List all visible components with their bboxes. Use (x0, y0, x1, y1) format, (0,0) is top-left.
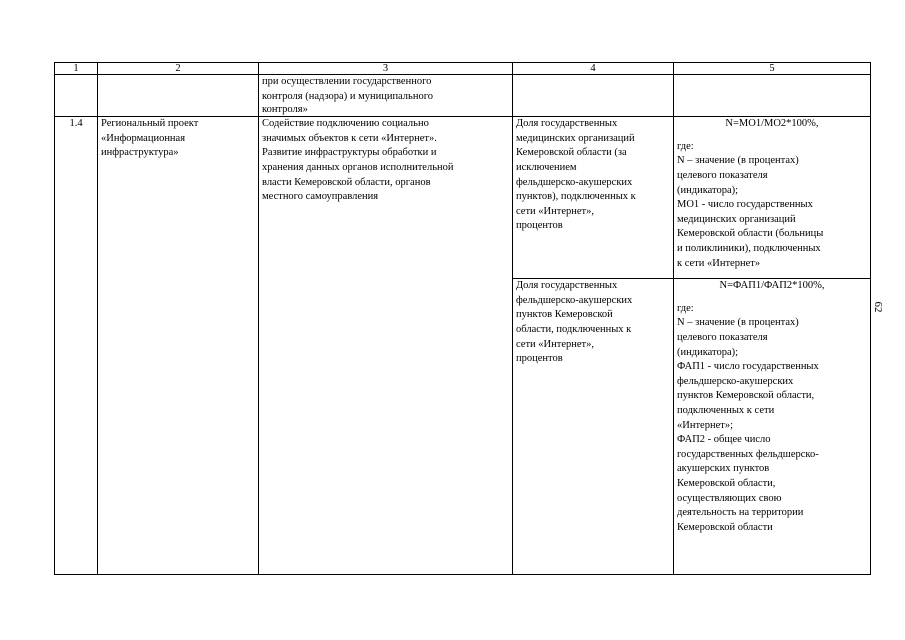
indicator-name-line: сети «Интернет», (516, 205, 594, 217)
indicator-name-line: пунктов), подключенных к (516, 191, 636, 203)
formula-line: и поликлиники), подключенных (677, 242, 821, 254)
indicator-name-line: медицинских организаций (516, 132, 635, 144)
indicator-name-line: Кемеровской области (за (516, 147, 627, 159)
formula-spacer (677, 132, 867, 140)
formula-line: к сети «Интернет» (677, 257, 761, 269)
formula-line: Кемеровской области, (677, 477, 776, 489)
tasks-cell (259, 117, 513, 575)
project-name-line: «Информационная (101, 132, 186, 144)
project-name-line: Региональный проект (101, 118, 199, 130)
continuation-line: контроля» (262, 104, 308, 116)
formula-line: МО1 - число государственных (677, 199, 813, 211)
formula-cell (674, 279, 871, 575)
indicator-name-line: процентов (516, 220, 563, 232)
formula-line: N – значение (в процентах) (677, 317, 799, 329)
formula-line: Кемеровской области (677, 521, 773, 533)
formula-line: «Интернет»; (677, 419, 733, 431)
row-number: 1.4 (55, 117, 98, 575)
formula-line: осуществляющих свою (677, 492, 782, 504)
formula-line: фельдшерско-акушерских (677, 375, 794, 387)
formula-line: N – значение (в процентах) (677, 155, 799, 167)
formula-line: деятельность на территории (677, 507, 804, 519)
indicator-name-line: исключением (516, 161, 577, 173)
formula-line: ФАП2 - общее число (677, 434, 771, 446)
document-table (54, 62, 871, 575)
formula-line: (индикатора); (677, 346, 739, 358)
project-name-line: инфраструктура» (101, 147, 179, 159)
indicator-name-cell (513, 117, 674, 279)
formula-cell (674, 117, 871, 279)
task-line: местного самоуправления (262, 191, 379, 203)
formula-line: подключенных к сети (677, 404, 775, 416)
header-row (55, 63, 871, 75)
formula-line: целевого показателя (677, 331, 768, 343)
indicator-name-cell (513, 279, 674, 575)
indicator-name-line: фельдшерско-акушерских (516, 176, 633, 188)
project-name-cell (98, 117, 259, 575)
formula-line: ФАП1 - число государственных (677, 361, 819, 373)
indicator-name-line: процентов (516, 353, 563, 365)
indicator-name-line: Доля государственных (516, 280, 618, 292)
formula-line: Кемеровской области (больницы (677, 228, 824, 240)
formula-title: N=МО1/МО2*100%, (725, 118, 819, 130)
task-line: значимых объектов к сети «Интернет». (262, 132, 437, 144)
task-line: Содействие подключению социально (262, 118, 429, 130)
formula-line: акушерских пунктов (677, 463, 770, 475)
formula-title: N=ФАП1/ФАП2*100%, (719, 280, 825, 292)
indicator-name-line: области, подключенных к (516, 323, 632, 335)
continuation-row (55, 75, 871, 117)
formula-spacer (677, 294, 867, 302)
header-cell-4: 4 (513, 63, 674, 75)
formula-line: (индикатора); (677, 184, 739, 196)
indicator-row-1 (55, 117, 871, 279)
page-number: 62 (872, 301, 884, 313)
indicator-name-line: сети «Интернет», (516, 338, 594, 350)
task-line: Развитие инфраструктуры обработки и (262, 147, 437, 159)
task-line: власти Кемеровской области, органов (262, 176, 431, 188)
header-cell-3: 3 (259, 63, 513, 75)
continuation-cell-4 (513, 75, 674, 117)
formula-line: где: (677, 302, 694, 314)
continuation-line: при осуществлении государственного (262, 76, 432, 87)
indicator-name-line: Доля государственных (516, 118, 618, 130)
continuation-cell-3 (259, 75, 513, 117)
formula-line: медицинских организаций (677, 213, 796, 225)
task-line: хранения данных органов исполнительной (262, 161, 454, 173)
header-cell-5: 5 (674, 63, 871, 75)
formula-line: где: (677, 140, 694, 152)
formula-line: государственных фельдшерско- (677, 448, 819, 460)
indicator-name-line: фельдшерско-акушерских (516, 294, 633, 306)
formula-line: целевого показателя (677, 169, 768, 181)
continuation-line: контроля (надзора) и муниципального (262, 90, 434, 102)
continuation-cell-2 (98, 75, 259, 117)
continuation-cell-1 (55, 75, 98, 117)
header-cell-2: 2 (98, 63, 259, 75)
header-cell-1: 1 (55, 63, 98, 75)
continuation-cell-5 (674, 75, 871, 117)
indicator-name-line: пунктов Кемеровской (516, 309, 613, 321)
formula-line: пунктов Кемеровской области, (677, 390, 815, 402)
